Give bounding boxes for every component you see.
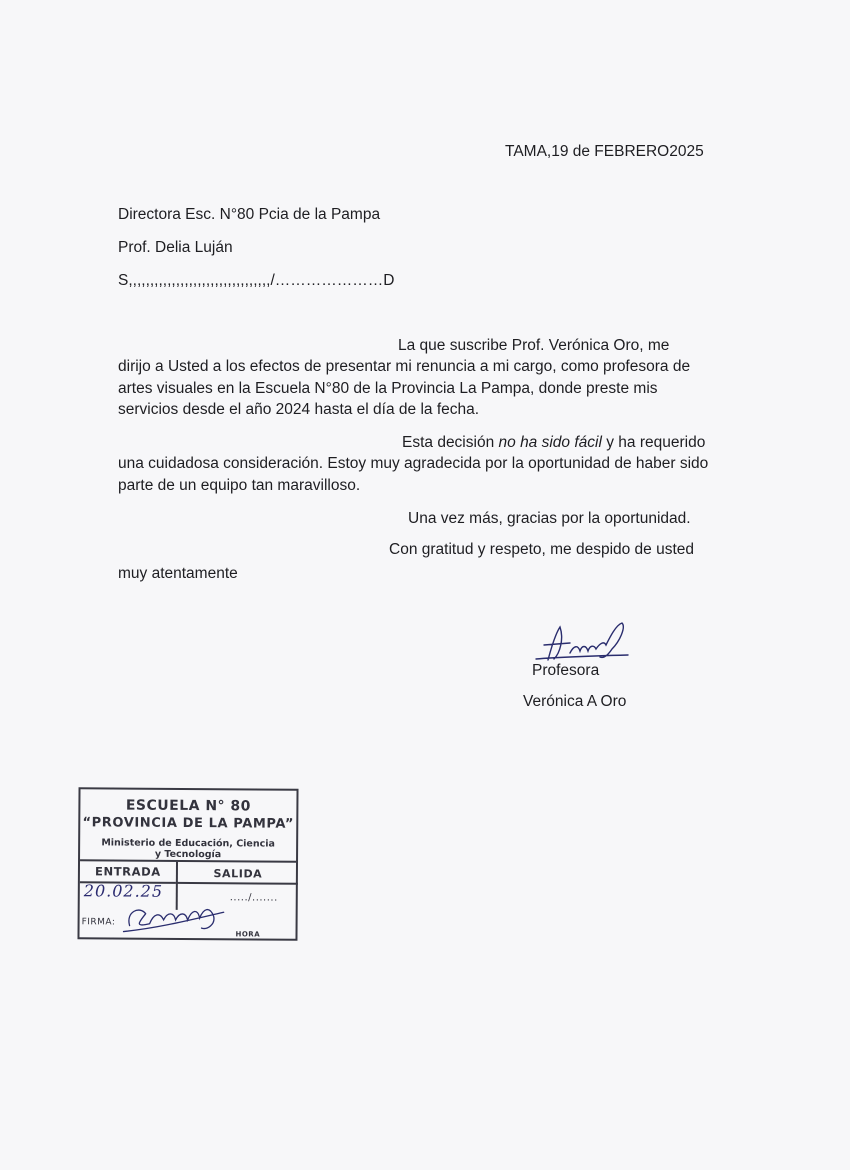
stamp-ministry-line1: Ministerio de Educación, Ciencia [101,837,275,850]
paragraph-3: Una vez más, gracias por la oportunidad. [408,510,691,527]
recipient-title: Directora Esc. N°80 Pcia de la Pampa [118,206,381,223]
stamp-province: “PROVINCIA DE LA PAMPA” [82,815,295,832]
signature-name: Verónica A Oro [523,693,627,710]
place-date: TAMA,19 de FEBRERO2025 [505,143,704,160]
paragraph-1-body: dirijo a Usted a los efectos de presentar mi renuncia a mi cargo, como profesora de artes visuales en la Escuela N°80 de la Provincia La Pampa, donde preste mis servicios desde el año 2024 hasta el día de la fecha. [118,358,691,418]
paragraph-2-emphasis: no ha sido fácil [498,434,602,451]
paragraph-2-first-line [402,432,705,453]
reception-stamp [77,787,298,941]
stamp-salida-dots: ...../....... [229,892,278,904]
stamp-signature [119,900,229,939]
paragraph-2-text-b: y ha requerido [606,434,706,451]
stamp-ministry [80,837,296,861]
stamp-school: ESCUELA N° 80 [125,797,251,815]
stamp-hora-label: HORA [235,930,261,939]
signature-role: Profesora [532,662,600,679]
stamp-salida-underline [176,882,298,885]
salutation-sd: S,,,,,,,,,,,,,,,,,,,,,,,,,,,,,,,,,/…………………D [118,272,395,289]
recipient-name: Prof. Delia Luján [118,239,233,256]
stamp-firma-label: FIRMA: [81,917,116,928]
stamp-entrada-date: 20.02.25 [83,881,164,901]
stamp-divider [80,859,296,863]
stamp-salida-label: SALIDA [213,867,263,881]
stamp-entrada-label: ENTRADA [95,864,161,879]
stamp-ministry-line2: y Tecnología [154,848,222,861]
paragraph-4: Con gratitud y respeto, me despido de usted [389,541,695,558]
paragraph-5: muy atentamente [118,565,238,582]
paragraph-2-body: una cuidadosa consideración. Estoy muy agradecida por la oportunidad de haber sido parte de un equipo tan maravilloso. [118,455,709,494]
paragraph-2-text-a: Esta decisión [402,434,495,451]
paragraph-1-first-line: La que suscribe Prof. Verónica Oro, me [398,337,670,354]
